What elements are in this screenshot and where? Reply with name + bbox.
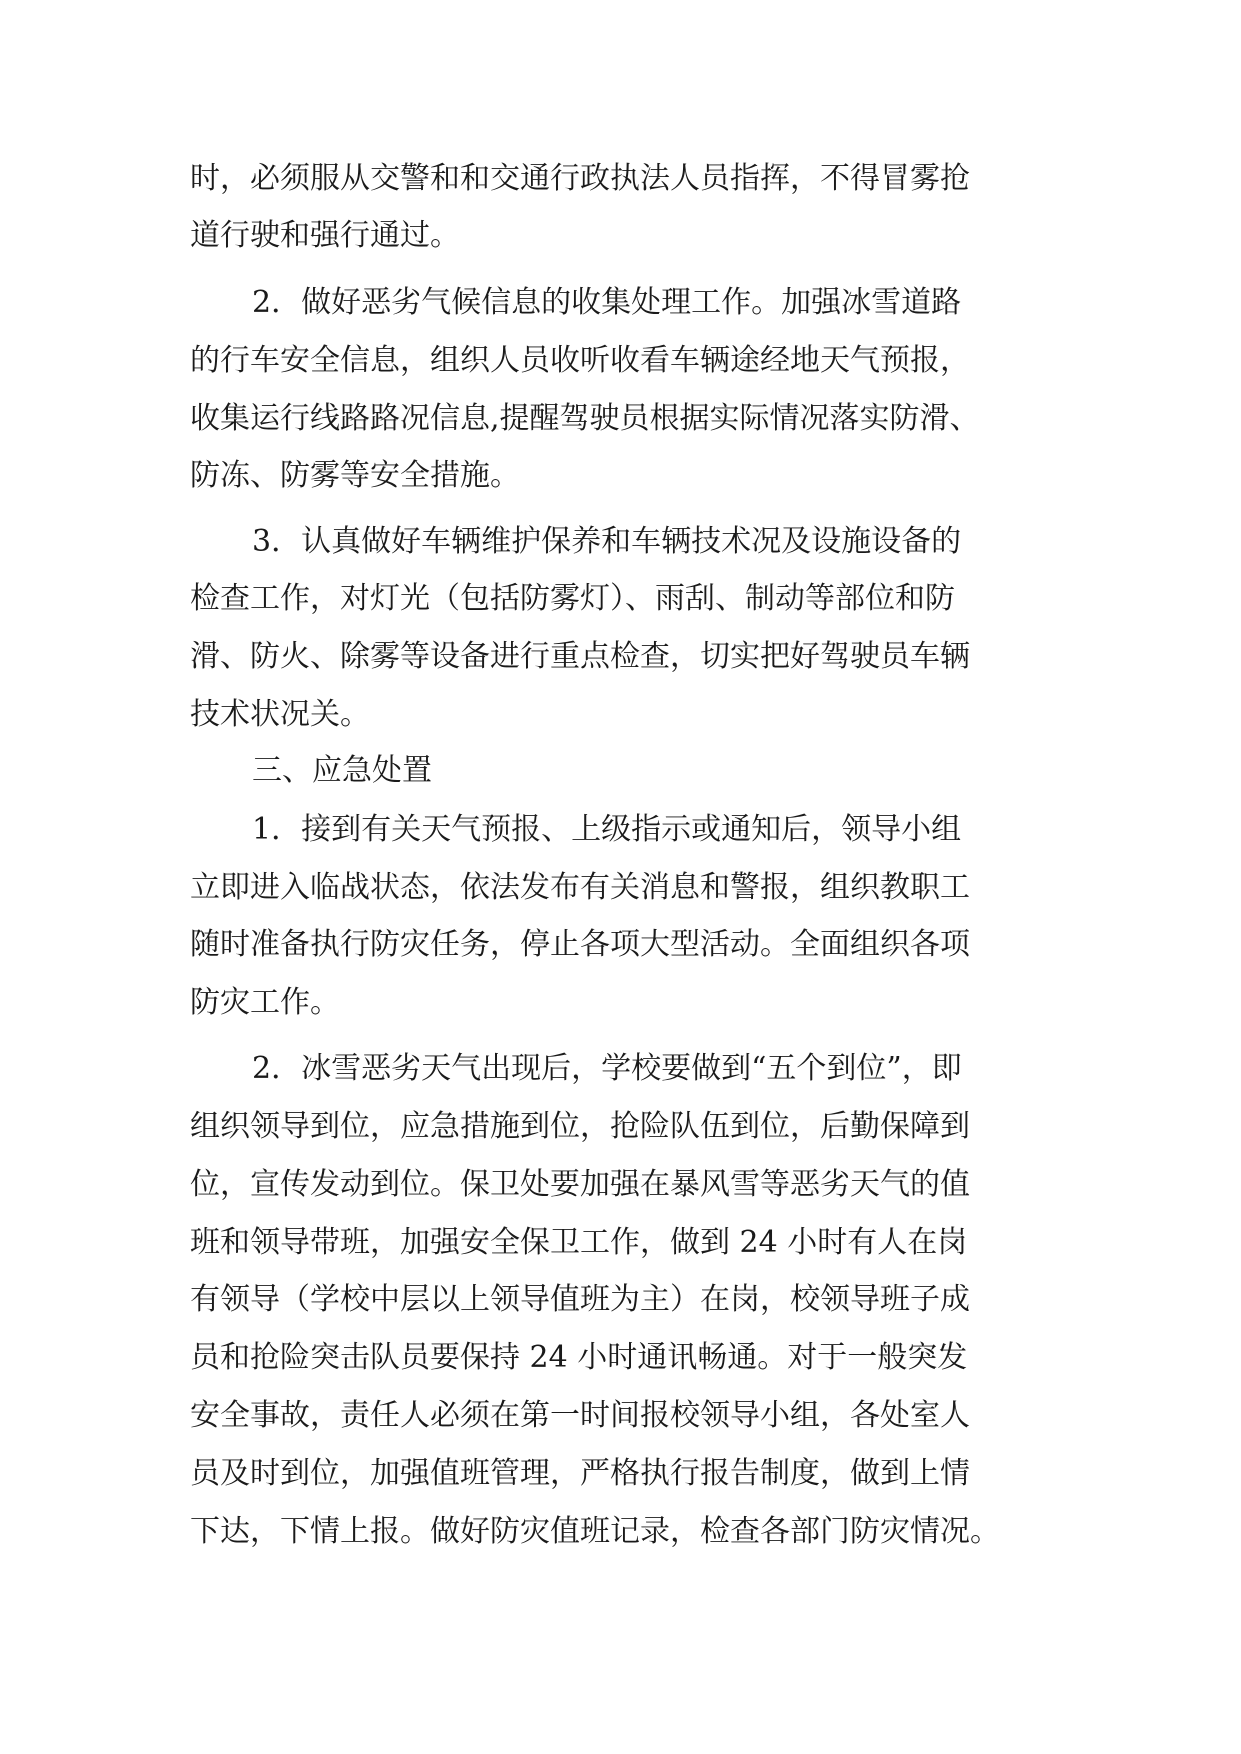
text-line: 随时准备执行防灾任务，停止各项大型活动。全面组织各项 — [190, 927, 970, 962]
text-line: 立即进入临战状态，依法发布有关消息和警报，组织教职工 — [190, 870, 970, 905]
paragraph-first-line: 2．冰雪恶劣天气出现后，学校要做到“五个到位”，即 — [252, 1051, 962, 1086]
text-line: 道行驶和强行通过。 — [190, 218, 460, 253]
text-line: 位，宣传发动到位。保卫处要加强在暴风雪等恶劣天气的值 — [190, 1167, 970, 1202]
paragraph-first-line: 2．做好恶劣气候信息的收集处理工作。加强冰雪道路 — [252, 285, 962, 320]
section-heading: 三、应急处置 — [252, 753, 432, 788]
text-line: 下达，下情上报。做好防灾值班记录，检查各部门防灾情况。 — [190, 1514, 1000, 1549]
text-line: 防灾工作。 — [190, 985, 340, 1020]
text-line: 班和领导带班，加强安全保卫工作，做到 24 小时有人在岗 — [190, 1225, 968, 1260]
text-line: 员及时到位，加强值班管理，严格执行报告制度，做到上情 — [190, 1456, 970, 1491]
text-line: 滑、防火、除雾等设备进行重点检查，切实把好驾驶员车辆 — [190, 639, 970, 674]
paragraph-first-line: 1．接到有关天气预报、上级指示或通知后，领导小组 — [252, 812, 962, 847]
text-line: 检查工作，对灯光（包括防雾灯）、雨刮、制动等部位和防 — [190, 581, 955, 616]
text-line: 有领导（学校中层以上领导值班为主）在岗，校领导班子成 — [190, 1282, 970, 1317]
text-line: 时，必须服从交警和和交通行政执法人员指挥，不得冒雾抢 — [190, 161, 970, 196]
text-line: 员和抢险突击队员要保持 24 小时通讯畅通。对于一般突发 — [190, 1340, 968, 1375]
text-line: 技术状况关。 — [190, 697, 370, 732]
paragraph-first-line: 3．认真做好车辆维护保养和车辆技术况及设施设备的 — [252, 524, 962, 559]
text-line: 安全事故，责任人必须在第一时间报校领导小组，各处室人 — [190, 1398, 970, 1433]
text-line: 组织领导到位，应急措施到位，抢险队伍到位，后勤保障到 — [190, 1109, 970, 1144]
text-line: 收集运行线路路况信息,提醒驾驶员根据实际情况落实防滑、 — [190, 401, 980, 436]
text-line: 防冻、防雾等安全措施。 — [190, 458, 520, 493]
text-line: 的行车安全信息，组织人员收听收看车辆途经地天气预报， — [190, 343, 970, 378]
